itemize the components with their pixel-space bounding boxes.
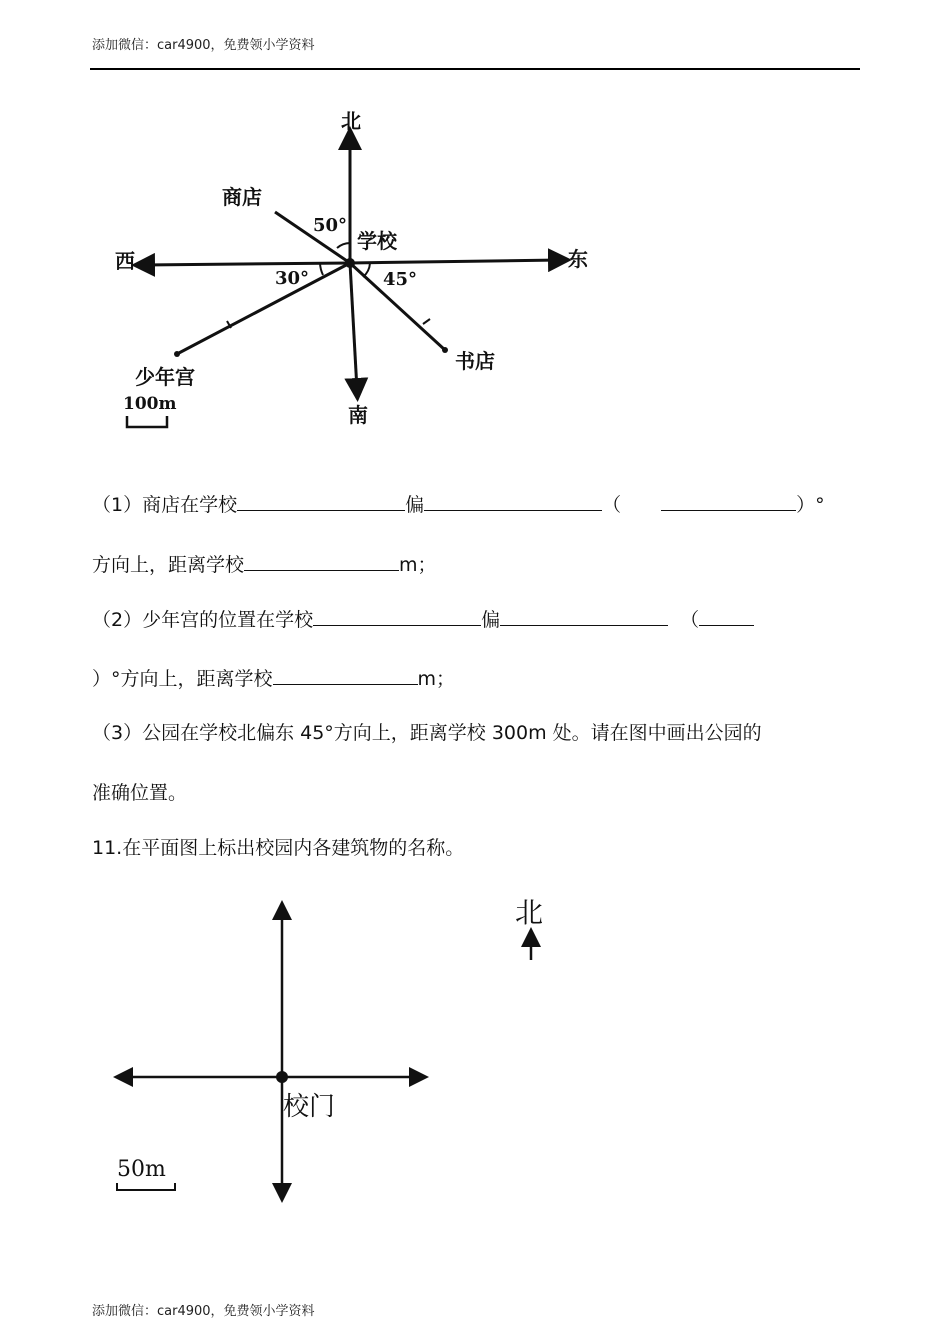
youth-palace-label: 少年宫 (135, 365, 195, 389)
question-11: 11.在平面图上标出校园内各建筑物的名称。 (92, 837, 465, 859)
q2-blank-direction2[interactable] (500, 607, 668, 626)
north-indicator-label: 北 (515, 896, 544, 929)
q1-paren-open: （ (602, 494, 622, 516)
school-gate-diagram (105, 885, 585, 1215)
question-3-line-2: 准确位置。 (92, 782, 188, 804)
south-label: 南 (348, 403, 368, 427)
shop-label: 商店 (222, 185, 262, 209)
page-footer: 添加微信：car4900，免费领小学资料 (92, 1304, 315, 1319)
angle-shop: 50° (313, 215, 348, 236)
q1-blank-direction2[interactable] (424, 492, 602, 511)
q2-line2-prefix: ）°方向上，距离学校 (92, 668, 273, 690)
question-2-line-1 (92, 607, 754, 632)
q1-blank-angle[interactable] (661, 492, 796, 511)
header-rule (90, 68, 860, 70)
q2-prefix: （2）少年宫的位置在学校 (92, 609, 314, 631)
west-axis (143, 263, 350, 265)
youth-palace-line (177, 263, 350, 354)
q2-blank-distance[interactable] (273, 666, 418, 685)
q1-line2-suffix: m； (399, 554, 437, 576)
q2-paren-open: （ (680, 609, 700, 631)
bookstore-label: 书店 (455, 349, 495, 373)
page-header: 添加微信：car4900，免费领小学资料 (92, 38, 315, 53)
north-label: 北 (341, 109, 361, 133)
gate-label: 校门 (283, 1092, 336, 1122)
q2-blank-angle[interactable] (699, 607, 754, 626)
scale-label: 100m (123, 394, 177, 414)
question-3-line-1: （3）公园在学校北偏东 45°方向上，距离学校 300m 处。请在图中画出公园的 (92, 722, 762, 744)
q2-blank-direction1[interactable] (313, 607, 481, 626)
q1-blank-distance[interactable] (244, 552, 399, 571)
question-1-line-1 (92, 492, 825, 517)
q1-paren-close: ）° (796, 494, 825, 516)
scale-bar-2 (117, 1183, 175, 1190)
q1-mid: 偏 (405, 494, 425, 516)
school-label: 学校 (357, 229, 397, 253)
angle-youth: 30° (275, 268, 310, 289)
q2-mid: 偏 (481, 609, 501, 631)
gate-point (276, 1071, 288, 1083)
q1-prefix: （1）商店在学校 (92, 494, 238, 516)
scale-bar (127, 416, 167, 427)
q1-line2-prefix: 方向上，距离学校 (92, 554, 245, 576)
east-label: 东 (568, 247, 588, 271)
compass-diagram-school (105, 100, 625, 440)
south-axis (350, 263, 357, 390)
q2-line2-suffix: m； (417, 668, 456, 690)
question-1-line-2 (92, 552, 437, 577)
scale-label-2: 50m (117, 1157, 166, 1182)
angle-book: 45° (383, 269, 418, 290)
q1-blank-direction1[interactable] (237, 492, 405, 511)
east-axis (350, 260, 560, 263)
school-point (345, 258, 355, 268)
question-2-line-2 (92, 666, 455, 691)
west-label: 西 (115, 249, 135, 273)
